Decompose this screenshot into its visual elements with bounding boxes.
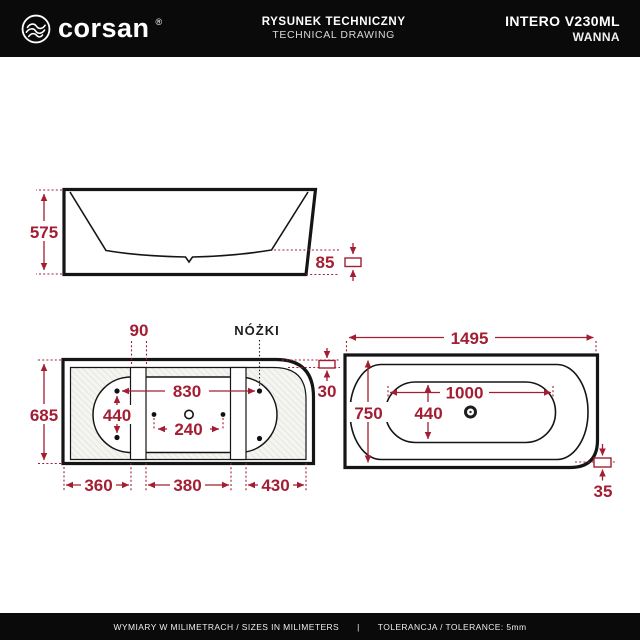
dim-segment-left: 360: [84, 476, 113, 495]
feet-label: NÓŻKI: [234, 323, 280, 338]
dim-feet-spacing-mid: 240: [174, 420, 203, 439]
registered-mark: ®: [155, 16, 163, 27]
brand-name: corsan: [58, 13, 150, 43]
adjustable-foot-symbol: [345, 258, 361, 267]
drain-hole-bottom: [185, 410, 193, 418]
dim-basin-width: 440: [414, 404, 443, 423]
product-model: INTERO V230ML: [505, 12, 620, 29]
product-info: [505, 12, 620, 46]
product-type: WANNA: [572, 29, 620, 44]
support-rail-right: [231, 368, 247, 460]
corsan-wave-icon: [20, 13, 52, 45]
dim-basin-length: 1000: [445, 383, 484, 403]
rim-offset-symbol: [319, 361, 335, 369]
doc-title-pl: RYSUNEK TECHNICZNY: [261, 15, 406, 28]
dim-feet-spacing-long: 830: [172, 382, 202, 401]
dim-rim-lip: 35: [593, 482, 613, 501]
header-bar: [0, 0, 640, 57]
dim-segment-right: 430: [261, 476, 290, 495]
tolerance-note: TOLERANCJA / TOLERANCE: 5mm: [377, 621, 527, 632]
brand-logo: [20, 13, 162, 45]
side-view: [27, 190, 361, 282]
doc-title-en: TECHNICAL DRAWING: [272, 29, 395, 42]
drain-hole-center: [469, 411, 471, 413]
top-view: [345, 329, 617, 501]
dim-top-width: 750: [354, 404, 383, 423]
dim-bottom-width: 685: [29, 406, 59, 425]
dim-feet-spacing-cross: 440: [102, 406, 132, 425]
dim-top-length: 1495: [450, 329, 489, 348]
footer-bar: [0, 613, 640, 640]
dim-side-base-thickness: 85: [315, 253, 335, 272]
document-title: [262, 15, 406, 43]
dim-segment-mid: 380: [173, 476, 202, 495]
dim-rim-offset: 30: [317, 382, 337, 401]
rim-lip-symbol: [594, 458, 611, 467]
bottom-view: [27, 321, 340, 495]
units-note: WYMIARY W MILIMETRACH / SIZES IN MILIMETERS: [113, 621, 340, 632]
footer-separator: |: [357, 621, 360, 632]
dim-rail-width: 90: [129, 321, 149, 340]
dim-side-height: 575: [29, 223, 59, 242]
